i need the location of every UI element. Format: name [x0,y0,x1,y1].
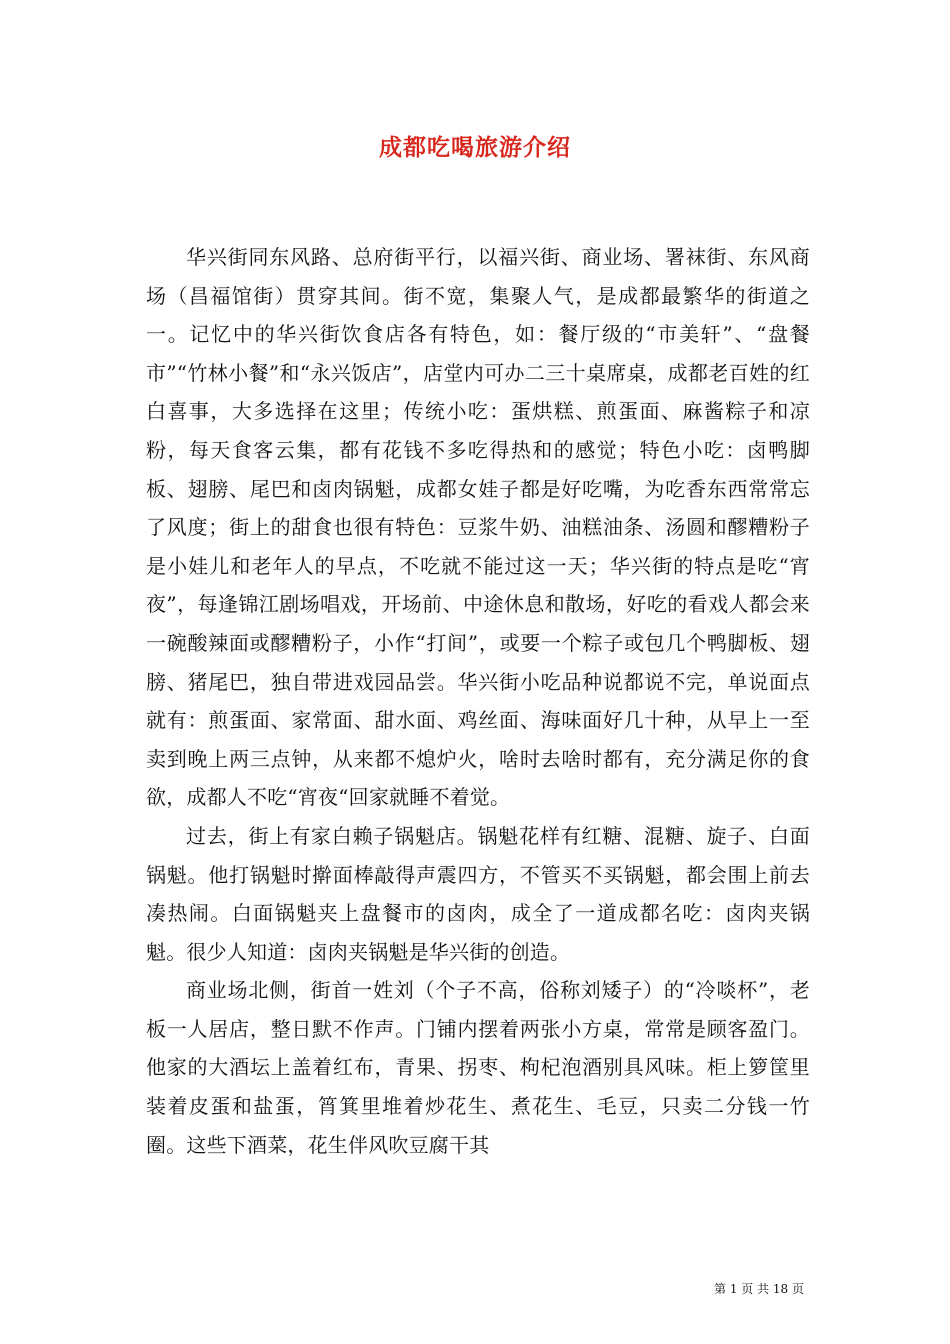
document-title: 成都吃喝旅游介绍 [379,134,571,161]
page-number-footer: 第 1 页 共 18 页 [714,1282,804,1296]
paragraph-huaxing-street: 华兴街同东风路、总府街平行，以福兴街、商业场、署袜街、东风商场（昌福馆街）贯穿其间。街不宽，集聚人气，是成都最繁华的街道之一。记忆中的华兴街饮食店各有特色，如：餐厅级的“市美轩”、“盘餐市”“竹林小餐”和“永兴饭店”，店堂内可办二三十桌席桌，成都老百姓的红白喜事，大多选择在这里；传统小吃：蛋烘糕、煎蛋面、麻酱粽子和凉粉，每天食客云集，都有花钱不多吃得热和的感觉；特色小吃：卤鸭脚板、翅膀、尾巴和卤肉锅魁，成都女娃子都是好吃嘴，为吃香东西常常忘了风度；街上的甜食也很有特色：豆浆牛奶、油糕油条、汤圆和醪糟粉子是小娃儿和老年人的早点，不吃就不能过这一天；华兴街的特点是吃“宵夜”，每逢锦江剧场唱戏，开场前、中途休息和散场，好吃的看戏人都会来一碗酸辣面或醪糟粉子，小作“打间”，或要一个粽子或包几个鸭脚板、翅膀、猪尾巴，独自带进戏园品尝。华兴街小吃品种说都说不完，单说面点就有：煎蛋面、家常面、甜水面、鸡丝面、海味面好几十种，从早上一至卖到晚上两三点钟，从来都不熄炉火，啥时去啥时都有，充分满足你的食欲，成都人不吃“宵夜“回家就睡不着觉。 [146,245,810,810]
paragraph-guokui-shop: 过去，街上有家白赖子锅魁店。锅魁花样有红糖、混糖、旋子、白面锅魁。他打锅魁时擀面棒敲得声震四方，不管买不买锅魁，都会围上前去凑热闹。白面锅魁夹上盘餐市的卤肉，成全了一道成都名吃：卤肉夹锅魁。很少人知道：卤肉夹锅魁是华兴街的创造。 [146,823,810,964]
document-body [146,238,810,1164]
paragraph-lengdanbei: 商业场北侧，街首一姓刘（个子不高，俗称刘矮子）的“冷啖杯”，老板一人居店，整日默不作声。门铺内摆着两张小方桌，常常是顾客盈门。他家的大酒坛上盖着红布，青果、拐枣、枸杞泡酒别具风味。柜上箩筐里装着皮蛋和盐蛋，筲箕里堆着炒花生、煮花生、毛豆，只卖二分钱一竹圈。这些下酒菜，花生伴风吹豆腐干其 [146,978,810,1157]
